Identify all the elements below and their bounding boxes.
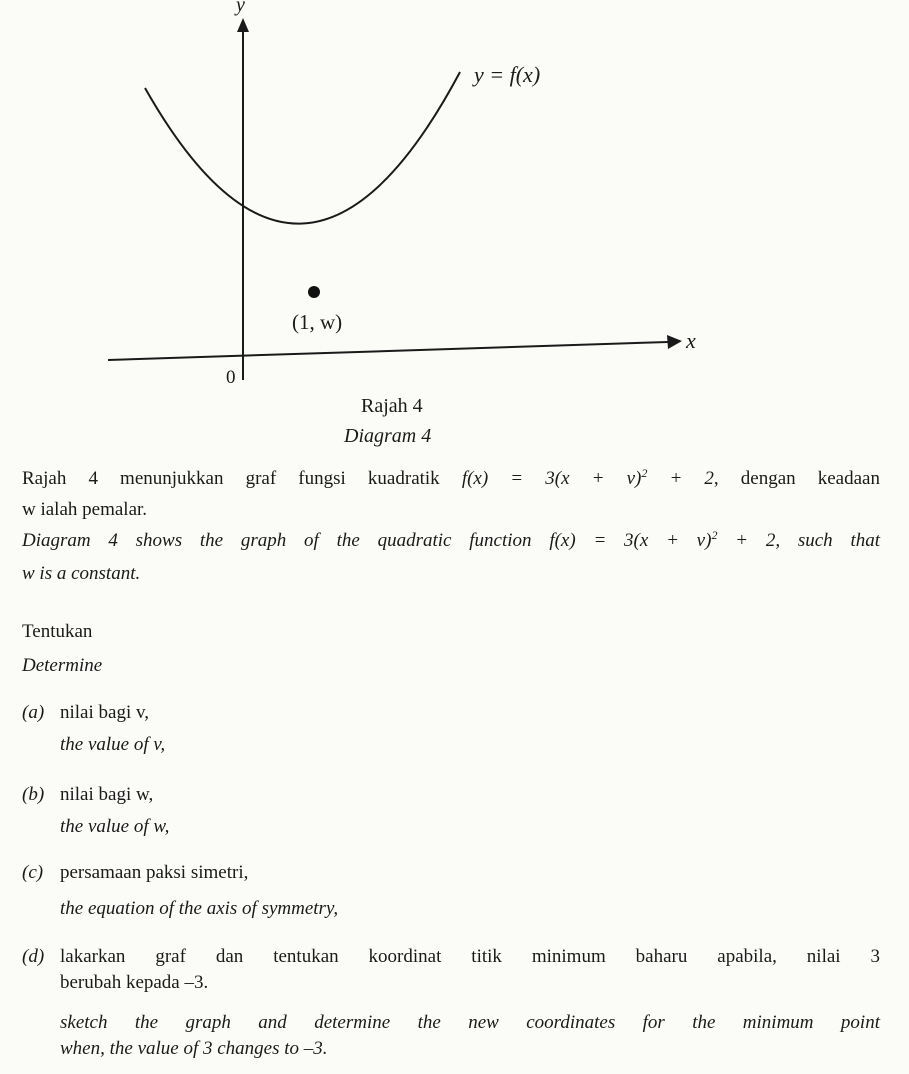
question-d bbox=[22, 944, 880, 1068]
question-b bbox=[22, 782, 880, 842]
question-a-english: the value of v, bbox=[60, 734, 166, 755]
question-c-english: the equation of the axis of symmetry, bbox=[60, 898, 339, 919]
question-c-malay: persamaan paksi simetri, bbox=[60, 862, 249, 883]
caption-english: Diagram 4 bbox=[344, 425, 432, 447]
question-b-malay: nilai bagi w, bbox=[60, 784, 154, 805]
question-a bbox=[22, 700, 880, 760]
x-axis-arrowhead bbox=[667, 335, 682, 349]
question-a-label: (a) bbox=[22, 702, 45, 723]
intro-malay-text-end: , dengan keadaan bbox=[713, 468, 880, 489]
intro-english-line2: w is a constant. bbox=[22, 563, 141, 584]
intro-malay-line1 bbox=[22, 466, 880, 492]
intro-malay-line2: w ialah pemalar. bbox=[22, 499, 148, 520]
parabola-curve bbox=[145, 72, 460, 224]
function-expression-english: $f(x) = 3(x + v)^2 + 2$ bbox=[549, 528, 776, 551]
question-d-english-line1: sketch the graph and determine the new coordinates for the minimum point bbox=[60, 1012, 880, 1033]
question-b-label: (b) bbox=[22, 784, 45, 805]
curve-label: y = f(x) bbox=[474, 62, 541, 87]
question-d-malay-line2: berubah kepada –3. bbox=[60, 972, 209, 993]
question-c bbox=[22, 860, 880, 920]
prompt-malay: Tentukan bbox=[22, 621, 93, 642]
minimum-point-marker bbox=[308, 286, 320, 298]
function-expression: $f(x) = 3(x + v)^2 + 2$ bbox=[461, 466, 714, 489]
x-axis bbox=[108, 342, 668, 360]
y-axis-arrowhead bbox=[237, 18, 249, 32]
question-b-english: the value of w, bbox=[60, 816, 170, 837]
intro-english-text-end: , such that bbox=[775, 530, 881, 551]
quadratic-graph-diagram bbox=[0, 0, 909, 460]
minimum-point-label: (1, w) bbox=[292, 310, 343, 334]
intro-malay-text: Rajah 4 menunjukkan graf fungsi kuadratik bbox=[22, 468, 440, 489]
question-d-malay-line1: lakarkan graf dan tentukan koordinat titik minimum baharu apabila, nilai 3 bbox=[60, 946, 880, 967]
caption-malay: Rajah 4 bbox=[361, 395, 423, 417]
question-d-english-line2: when, the value of 3 changes to –3. bbox=[60, 1038, 328, 1059]
prompt-english: Determine bbox=[22, 655, 103, 676]
x-axis-label: x bbox=[686, 328, 696, 353]
intro-english-line1 bbox=[22, 528, 880, 554]
question-a-malay: nilai bagi v, bbox=[60, 702, 149, 723]
y-axis-label: y bbox=[236, 0, 245, 16]
question-d-label: (d) bbox=[22, 946, 45, 967]
intro-english-text: Diagram 4 shows the graph of the quadratic function bbox=[22, 530, 532, 551]
origin-label: 0 bbox=[226, 367, 236, 388]
question-c-label: (c) bbox=[22, 862, 44, 883]
